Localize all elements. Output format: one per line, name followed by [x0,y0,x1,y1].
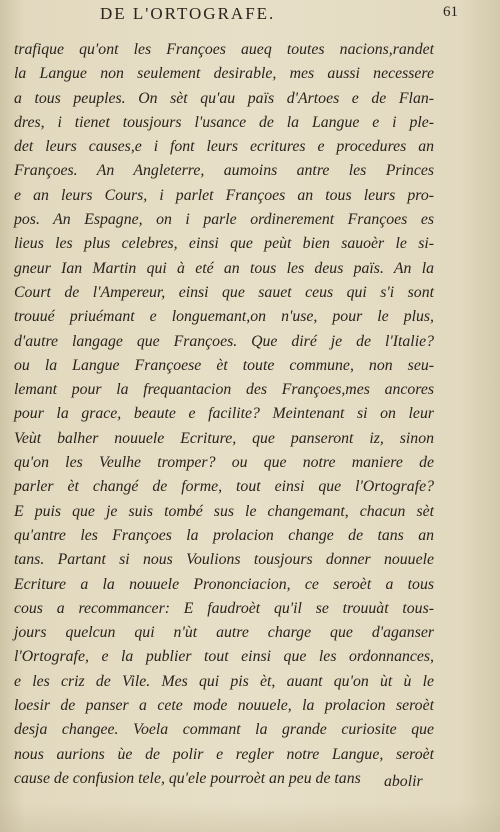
running-head: DE L'ORTOGRAFE. [100,4,276,23]
text-line: pour la grace, beaute e facilite? Meintenant si on leur [14,405,434,423]
text-line: e les criz de Vile. Mes qui pis èt, auant qu'on ùt ù le [14,672,434,690]
text-line: e an leurs Cours, i parlet Françoes an tous leurs pro- [14,186,434,204]
text-line: qu'on les Veulhe tromper? ou que notre maniere de [14,454,434,472]
text-line: qu'antre les Françoes la prolacion change de tans an [14,526,434,544]
text-line: lieus les plus celebres, einsi que peùt bien sauoèr le si- [14,235,434,253]
text-line: cous a recommancer: E faudroèt qu'il se trouuàt tous- [14,599,434,617]
text-line: gneur Ian Martin qui à eté an tous les deus païs. An la [14,259,434,277]
text-line: l'Ortografe, e la publier tout einsi que les ordonnances, [14,648,434,666]
text-line: dres, i tienet tousjours l'usance de la Langue e i ple- [14,113,434,131]
text-line: la Langue non seulement desirable, mes aussi necessere [14,65,434,83]
text-line: Veùt balher nouuele Ecriture, que panseront iz, sinon [14,429,434,447]
text-line: loesir de panser a cete mode nouuele, la prolacion seroèt [14,697,434,715]
page-header [0,4,500,26]
page-edge-shadow [0,802,500,832]
text-line: parler èt changé de forme, tout einsi que l'Ortografe? [14,478,434,496]
text-line: trafique qu'ont les Françoes aueq toutes nacions,randet [14,41,434,58]
text-line: trouué priuémant e longuemant,on n'use, pour le plus, [14,308,434,326]
page-number: 61 [443,4,458,20]
body-text [14,38,434,791]
text-line: d'autre langage que Françoes. Que diré je de l'Italie? [14,332,434,350]
text-line: det leurs causes,e i font leurs ecritures e procedures an [14,138,434,156]
text-line: Ecriture a la nouuele Prononciacion, ce seroèt a tous [14,575,434,593]
text-line: a tous peuples. On sèt qu'au païs d'Artoes e de Flan- [14,89,434,107]
text-line: ou la Langue Françoese èt toute commune, non seu- [14,356,434,374]
text-line: tans. Partant si nous Voulions tousjours donner nouuele [14,551,434,569]
text-line: Françoes. An Angleterre, aumoins antre les Princes [14,162,434,180]
text-line: lemant pour la frequantacion des Françoes,mes ancores [14,381,434,399]
text-line: pos. An Espagne, on i parle ordinerement Françoes es [14,211,434,229]
text-line: cause de confusion tele, qu'ele pourroèt an peu de tans [14,769,361,787]
text-line: E puis que je suis tombé sus le changemant, chacun sèt [14,502,434,520]
text-line: Court de l'Ampereur, einsi que sauet ceus qui s'i sont [14,283,434,301]
catchword: abolir [384,773,423,790]
text-line: nous aurions ùe de polir e regler notre Langue, seroèt [14,745,434,763]
text-line: jours quelcun qui n'ùt autre charge que d'aganser [14,624,434,642]
text-line: desja changee. Voela commant la grande curiosite que [14,721,434,739]
